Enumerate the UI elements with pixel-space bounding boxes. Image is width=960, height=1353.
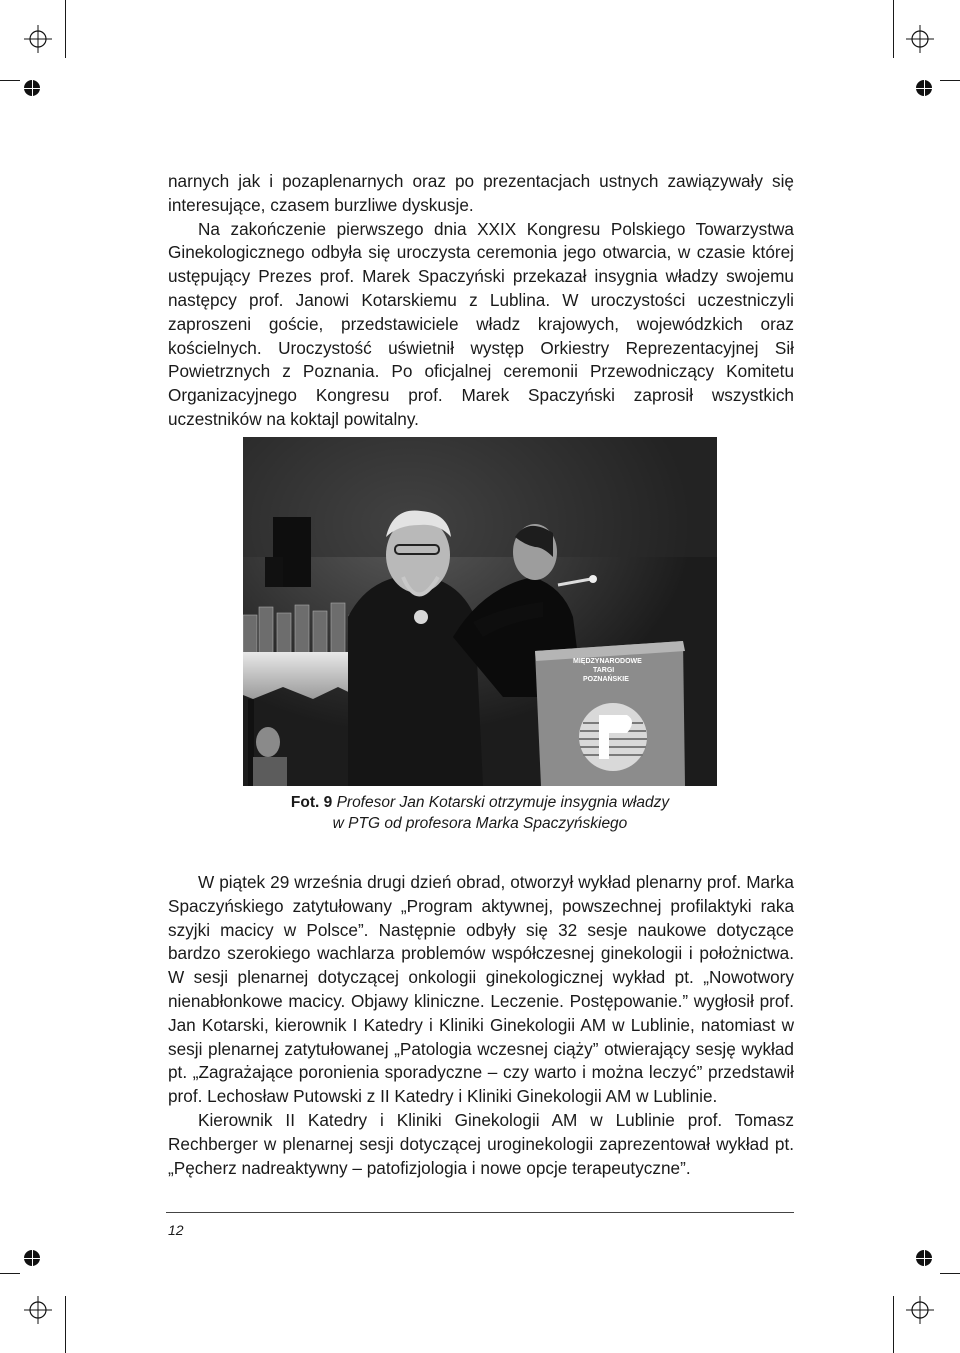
body-text-bottom — [168, 871, 794, 1180]
page-number: 12 — [168, 1222, 184, 1238]
registration-dot-icon — [24, 80, 40, 96]
registration-mark-icon — [24, 1296, 52, 1324]
registration-dot-icon — [24, 1250, 40, 1266]
caption-number: 9 — [323, 794, 333, 811]
crop-mark — [893, 1296, 894, 1353]
podium-sign-line: TARGI — [593, 667, 615, 674]
caption-label: Fot. — [290, 794, 320, 811]
crop-mark — [0, 80, 20, 81]
paragraph: Kierownik II Katedry i Kliniki Ginekologii AM w Lublinie prof. Tomasz Rechberger w plenarnej sesji dotyczącej uroginekologii zaprezentował wykład pt. „Pęcherz nadreaktywny – patofizjologia i nowe opcje terapeutyczne”. — [168, 1109, 794, 1178]
registration-dot-icon — [916, 1250, 932, 1266]
body-text-top — [168, 170, 794, 432]
crop-mark — [0, 1273, 20, 1274]
footer-rule — [166, 1212, 794, 1213]
paragraph: narnych jak i pozaplenarnych oraz po prezentacjach ustnych zawiązywały się interesujące, czasem burzliwe dyskusje. — [168, 171, 794, 215]
registration-mark-icon — [906, 25, 934, 53]
photo-caption — [243, 792, 717, 834]
crop-mark — [940, 80, 960, 81]
ceremony-photo — [243, 437, 717, 786]
registration-mark-icon — [24, 25, 52, 53]
paragraph: W piątek 29 września drugi dzień obrad, otworzył wykład plenarny prof. Marka Spaczyńskiego zatytułowany „Program aktywnej, powszechnej profilaktyki raka szyjki macicy w Polsce”. Następnie odbyły się 32 sesje naukowe dotyczące bardzo szerokiego wachlarza problemów współczesnej ginekologii i położnictwa. W sesji plenarnej dotyczącej onkologii ginekologicznej wykład pt. „Nowotwory nienabłonkowe macicy. Objawy kliniczne. Leczenie. Postępowanie.” wygłosił prof. Jan Kotarski, kierownik I Katedry i Kliniki Ginekologii AM w Lublinie, natomiast w sesji plenarnej zatytułowanej „Patologia wczesnej ciąży” otwierający sesję wykład pt. „Zagrażające poronienia sporadyczne – czy warto i można leczyć” przedstawił prof. Lechosław Putowski z II Katedry i Kliniki Ginekologii AM w Lublinie. — [168, 872, 794, 1107]
podium-sign-line: MIĘDZYNARODOWE — [573, 658, 642, 665]
paragraph: Na zakończenie pierwszego dnia XXIX Kongresu Polskiego Towarzystwa Ginekologicznego odbyła się uroczysta ceremonia jego otwarcia, w czasie której ustępujący Prezes prof. Marek Spaczyński przekazał insygnia władzy swojemu następcy prof. Janowi Kotarskiemu z Lublina. W uroczystości uczestniczyli zaproszeni goście, przedstawiciele władz krajowych, wojewódzkich oraz kościelnych. Uroczystość uświetnił występ Orkiestry Reprezentacyjnej Sił Powietrznych z Poznania. Po oficjalnej ceremonii Przewodniczący Komitetu Organizacyjnego Kongresu prof. Marek Spaczyński zaprosił wszystkich uczestników na koktajl powitalny. — [168, 218, 794, 429]
crop-mark — [65, 1296, 66, 1353]
registration-mark-icon — [906, 1296, 934, 1324]
crop-mark — [65, 0, 66, 58]
mtp-logo-icon — [579, 703, 647, 771]
caption-line: w PTG od profesora Marka Spaczyńskiego — [332, 815, 628, 832]
crop-mark — [893, 0, 894, 58]
registration-dot-icon — [916, 80, 932, 96]
podium-sign-line: POZNAŃSKIE — [583, 676, 629, 683]
crop-mark — [940, 1273, 960, 1274]
caption-line: Profesor Jan Kotarski otrzymuje insygnia władzy — [336, 794, 670, 811]
